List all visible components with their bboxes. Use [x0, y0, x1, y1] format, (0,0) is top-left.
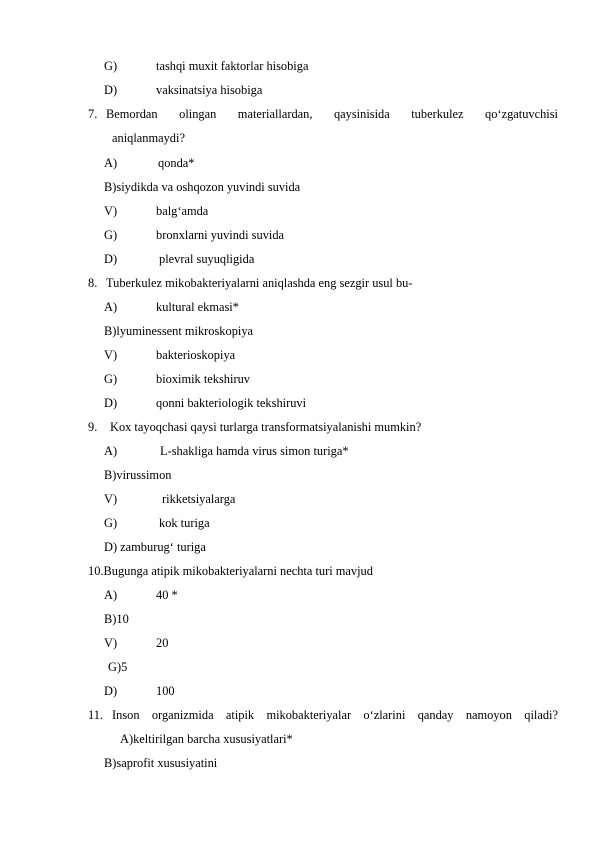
option-g: [104, 371, 250, 387]
option-text: kok turiga: [159, 516, 210, 530]
question-number: 10.: [88, 564, 104, 578]
option-b: B)saprofit xususiyatini: [104, 756, 218, 770]
question-9: [88, 419, 421, 435]
question-text: Inson organizmida atipik mikobakteriyalar o‘zlarini qanday namoyon qiladi?: [112, 708, 558, 722]
option-text: 40 *: [156, 588, 178, 602]
option-label: D): [104, 252, 118, 266]
option-g: [104, 227, 284, 243]
option-label: G): [104, 516, 118, 530]
option-text: L-shakliga hamda virus simon turiga*: [160, 444, 349, 458]
option-v: [104, 491, 235, 507]
option-d: [104, 251, 254, 267]
option-text: rikketsiyalarga: [162, 492, 236, 506]
option-text: plevral suyuqligida: [159, 252, 255, 266]
option-a: [104, 299, 239, 315]
option-text: vaksinatsiya hisobiga: [156, 83, 263, 97]
option-a: A)keltirilgan barcha xususiyatlari*: [120, 732, 293, 746]
option-d: [104, 683, 175, 699]
option-text: bioximik tekshiruv: [156, 372, 250, 386]
option-label: V): [104, 636, 118, 650]
option-label: V): [104, 204, 118, 218]
question-text: Tuberkulez mikobakteriyalarni aniqlashda eng sezgir usul bu-: [106, 276, 413, 290]
option-text: kultural ekmasi*: [156, 300, 239, 314]
option-v: [104, 347, 235, 363]
option-a: [104, 443, 349, 459]
question-8: [88, 275, 412, 291]
option-v: [104, 203, 208, 219]
question-number: 11.: [88, 708, 104, 722]
option-text: 100: [156, 684, 175, 698]
question-text: Bemordan olingan materiallardan, qaysinisida tuberkulez qo‘zgatuvchisi: [106, 107, 558, 121]
option-label: V): [104, 492, 118, 506]
option-label: V): [104, 348, 118, 362]
option-g: [104, 58, 308, 74]
question-number: 9.: [88, 420, 98, 434]
option-label: A): [104, 588, 118, 602]
question-text: Bugunga atipik mikobakteriyalarni nechta turi mavjud: [103, 564, 373, 578]
option-label: G): [104, 59, 118, 73]
question-text-continued: aniqlanmaydi?: [112, 131, 185, 145]
question-11: [88, 707, 558, 723]
option-d: D) zamburug‘ turiga: [104, 540, 206, 554]
option-text: qonda*: [158, 156, 195, 170]
option-text: tashqi muxit faktorlar hisobiga: [156, 59, 309, 73]
option-b: B)10: [104, 612, 129, 626]
option-g: G)5: [108, 660, 128, 674]
option-label: G): [104, 372, 118, 386]
option-d: [104, 395, 306, 411]
question-7: [88, 106, 558, 122]
option-b: B)virussimon: [104, 468, 172, 482]
option-text: bronxlarni yuvindi suvida: [156, 228, 285, 242]
option-label: A): [104, 300, 118, 314]
option-b: B)lyuminessent mikroskopiya: [104, 324, 254, 338]
option-label: G): [104, 228, 118, 242]
option-text: balg‘amda: [156, 204, 209, 218]
option-text: qonni bakteriologik tekshiruvi: [156, 396, 307, 410]
option-label: D): [104, 684, 118, 698]
option-v: [104, 635, 168, 651]
option-text: 20: [156, 636, 169, 650]
option-label: A): [104, 156, 118, 170]
option-g: [104, 515, 210, 531]
question-10: [88, 563, 373, 579]
option-label: D): [104, 83, 118, 97]
option-b: B)siydikda va oshqozon yuvindi suvida: [104, 180, 301, 194]
option-text: bakterioskopiya: [156, 348, 236, 362]
question-number: 7.: [88, 107, 98, 121]
option-label: D): [104, 396, 118, 410]
option-d: [104, 82, 262, 98]
option-a: [104, 587, 178, 603]
option-a: [104, 155, 194, 171]
option-label: A): [104, 444, 118, 458]
question-number: 8.: [88, 276, 98, 290]
question-text: Kox tayoqchasi qaysi turlarga transformatsiyalanishi mumkin?: [110, 420, 422, 434]
